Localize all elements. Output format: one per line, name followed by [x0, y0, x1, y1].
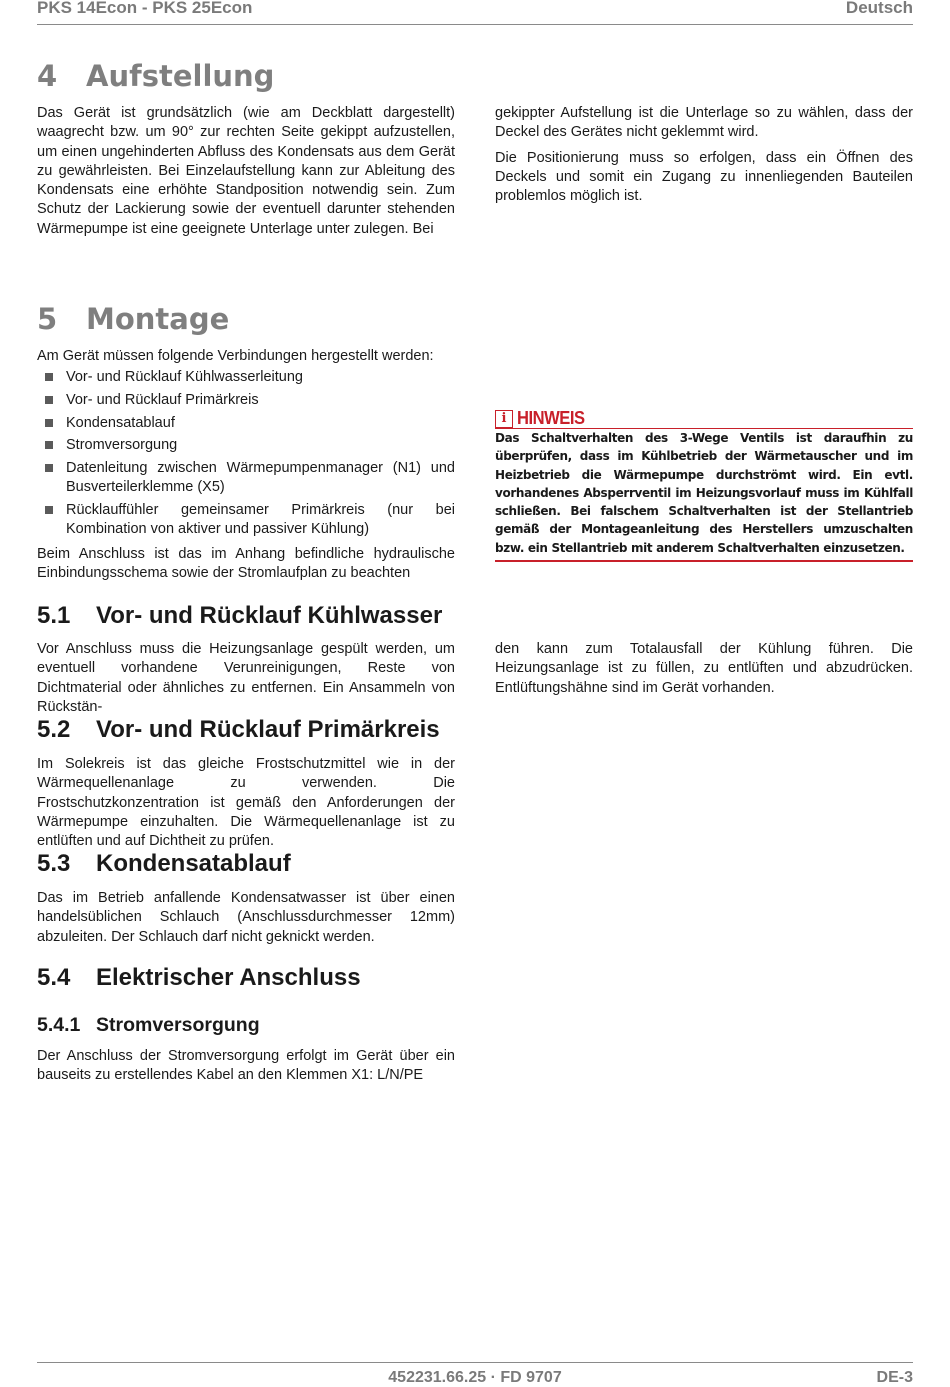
section-title: Vor- und Rücklauf Kühlwasser — [96, 602, 443, 629]
footer-page-number: DE-3 — [876, 1369, 913, 1386]
section-5-1-right-column — [495, 640, 913, 704]
section-number: 4 — [37, 59, 58, 93]
section-title: Elektrischer Anschluss — [96, 964, 361, 991]
section-title: Montage — [86, 302, 230, 336]
section-title: Aufstellung — [86, 59, 275, 93]
paragraph: Im Solekreis ist das gleiche Frostschutzmittel wie in der Wärmequellenanlage zu verwenden. Die Frostschutzkonzentration ist gemäß den Anforderungen der Wärmepumpe einzuhalten. Die Wärmequellenanlage ist zu entlüften und auf Dichtheit zu prüfen. — [37, 756, 455, 850]
section-number: 5.3 — [37, 850, 71, 877]
section-5-4-1-column — [37, 1047, 455, 1092]
connection-list — [37, 368, 455, 539]
note-text: Das Schaltverhalten des 3-Wege Ventils ist daraufhin zu überprüfen, dass im Kühlbetrieb der Wärmetauscher und im Heizbetrieb die Wärmepumpe durchströmt wird. Ein evtl. vorhandenes Absperrventil im Heizungsvorlauf muss im Kühlfall schließen. Bei falschem Schaltverhalten ist der Stellantrieb gemäß der Montageanleitung des Herstellers umzuschalten bzw. ein Stellantrieb mit anderem Schaltverhalten einzusetzen. — [495, 431, 913, 555]
section-5-left-column — [37, 347, 455, 589]
section-5-3-column — [37, 889, 455, 953]
section-5-2-column — [37, 755, 455, 857]
list-item: Vor- und Rücklauf Primärkreis — [37, 391, 455, 410]
paragraph: den kann zum Totalausfall der Kühlung führen. Die Heizungsanlage ist zu füllen, zu entlüften und abzudrücken. Entlüftungshähne sind im Gerät vorhanden. — [495, 641, 913, 696]
list-item: Stromversorgung — [37, 436, 455, 455]
section-4-heading — [37, 59, 274, 93]
paragraph: Der Anschluss der Stromversorgung erfolgt im Gerät über ein bauseits zu erstellendes Kabel an den Klemmen X1: L/N/PE — [37, 1048, 455, 1084]
paragraph: Das im Betrieb anfallende Kondensatwasser ist über einen handelsüblichen Schlauch (Anschlussdurchmesser 12mm) abzuleiten. Der Schlauch darf nicht geknickt werden. — [37, 890, 455, 945]
note-bottom-divider — [495, 560, 913, 562]
list-item: Kondensatablauf — [37, 414, 455, 433]
section-title: Vor- und Rücklauf Primärkreis — [96, 716, 440, 743]
note-title: HINWEIS — [517, 408, 585, 428]
section-4-left-column — [37, 104, 455, 245]
list-item: Rücklauffühler gemeinsamer Primärkreis (nur bei Kombination von aktiver und passiver Kühlung) — [37, 501, 455, 540]
square-bullet-icon — [45, 441, 53, 449]
hinweis-note-box — [495, 409, 913, 562]
list-item: Vor- und Rücklauf Kühlwasserleitung — [37, 368, 455, 387]
section-number: 5 — [37, 302, 58, 336]
footer-divider — [37, 1362, 913, 1363]
note-header — [495, 409, 913, 428]
header-language: Deutsch — [845, 0, 913, 17]
section-title: Stromversorgung — [96, 1014, 260, 1036]
header-divider — [37, 24, 913, 25]
section-5-4-heading — [37, 964, 361, 992]
square-bullet-icon — [45, 464, 53, 472]
header-document-title: PKS 14Econ - PKS 25Econ — [37, 0, 253, 17]
paragraph: Am Gerät müssen folgende Verbindungen hergestellt werden: — [37, 348, 434, 364]
section-5-heading — [37, 302, 229, 336]
section-5-1-heading — [37, 602, 442, 630]
paragraph: Vor Anschluss muss die Heizungsanlage gespült werden, um eventuell vorhandene Verunreinigungen, Reste von Dichtmaterial oder ähnliches zu entfernen. Ein Ansammeln von Rückstän- — [37, 641, 455, 715]
list-item: Datenleitung zwischen Wärmepumpenmanager (N1) und Busverteilerklemme (X5) — [37, 459, 455, 498]
section-5-1-left-column — [37, 640, 455, 723]
section-number: 5.1 — [37, 602, 71, 629]
info-icon: i — [495, 410, 513, 428]
section-number: 5.2 — [37, 716, 71, 743]
paragraph: Die Positionierung muss so erfolgen, dass ein Öffnen des Deckels und somit ein Zugang zu innenliegenden Bauteilen problemlos möglich ist. — [495, 149, 913, 205]
section-5-3-heading — [37, 850, 291, 878]
paragraph: gekippter Aufstellung ist die Unterlage so zu wählen, dass der Deckel des Gerätes nicht geklemmt wird. — [495, 105, 913, 141]
section-number: 5.4 — [37, 964, 71, 991]
square-bullet-icon — [45, 506, 53, 514]
paragraph: Das Gerät ist grundsätzlich (wie am Deckblatt dargestellt) waagrecht bzw. um 90° zur rechten Seite gekippt aufzustellen, um einen ungehinderten Abfluss des Kondensats aus dem Gerät zu gewährleisten. Bei Einzelaufstellung kann zur Ableitung des Kondensats eine erhöhte Standposition notwendig sein. Zum Schutz der Lackierung sowie der eventuell darunter stehenden Wärmepumpe ist eine geeignete Unterlage unter zulegen. Bei — [37, 105, 455, 237]
section-5-2-heading — [37, 716, 440, 744]
section-4-right-column — [495, 104, 913, 212]
section-title: Kondensatablauf — [96, 850, 291, 877]
section-number: 5.4.1 — [37, 1014, 81, 1036]
section-5-4-1-heading — [37, 1014, 260, 1037]
square-bullet-icon — [45, 373, 53, 381]
paragraph: Beim Anschluss ist das im Anhang befindliche hydraulische Einbindungsschema sowie der Stromlaufplan zu beachten — [37, 545, 455, 581]
footer-document-number: 452231.66.25 · FD 9707 — [388, 1369, 562, 1386]
square-bullet-icon — [45, 396, 53, 404]
square-bullet-icon — [45, 419, 53, 427]
